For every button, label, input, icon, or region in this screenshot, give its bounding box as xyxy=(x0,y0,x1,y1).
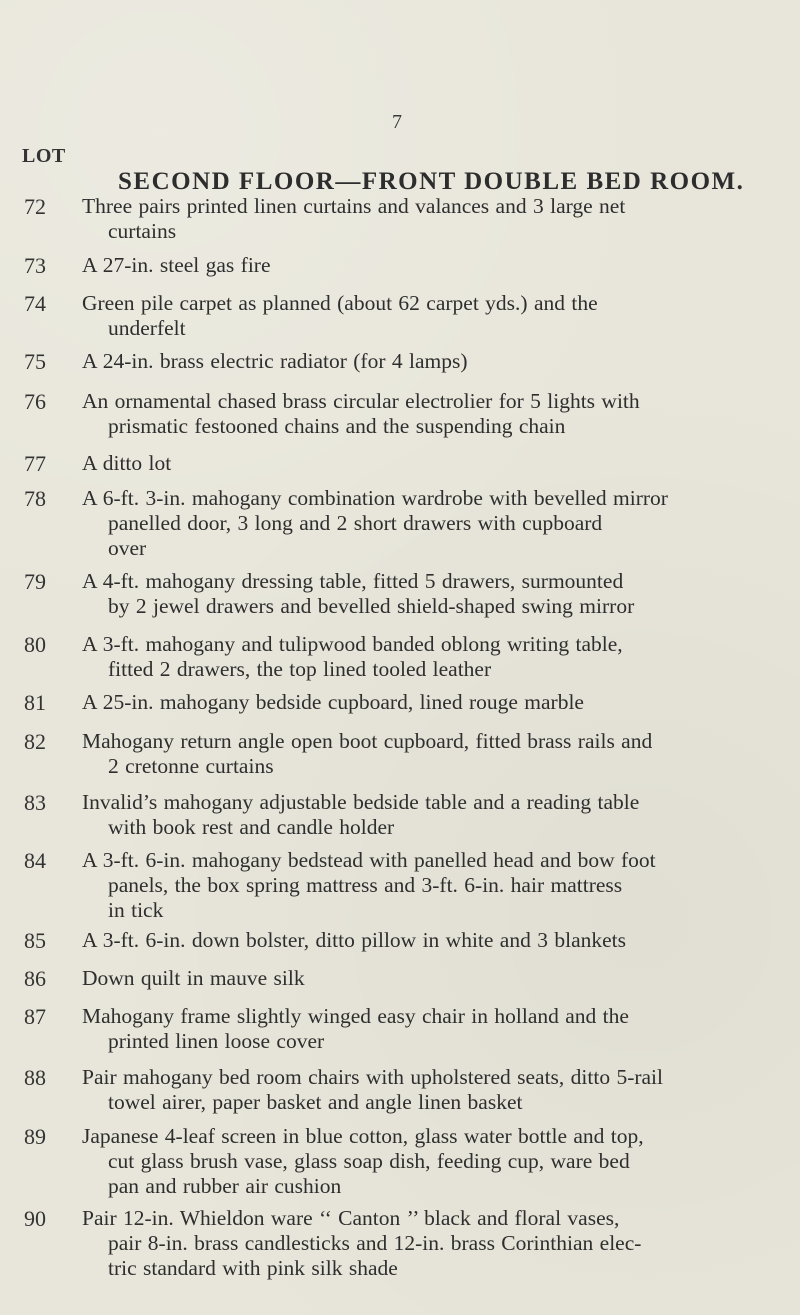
lot-number: 82 xyxy=(24,729,46,754)
lot-description xyxy=(82,569,790,619)
lot-description-line: Down quilt in mauve silk xyxy=(82,966,305,990)
lot-column-heading: LOT xyxy=(22,145,66,167)
lot-number: 83 xyxy=(24,790,46,815)
lot-description-line: over xyxy=(108,536,147,560)
lot-description-line: printed linen loose cover xyxy=(108,1029,325,1053)
lot-description-line: prismatic festooned chains and the suspending chain xyxy=(108,414,566,438)
lot-description xyxy=(82,1065,790,1115)
lot-description-line: curtains xyxy=(108,219,177,243)
lot-description-line: A ditto lot xyxy=(82,451,172,475)
lot-description-line: A 25-in. mahogany bedside cupboard, lined rouge marble xyxy=(82,690,584,714)
lot-description-line: cut glass brush vase, glass soap dish, feeding cup, ware bed xyxy=(108,1149,630,1173)
lot-description-line: Three pairs printed linen curtains and valances and 3 large net xyxy=(82,194,626,218)
lot-description-line: A 24-in. brass electric radiator (for 4 lamps) xyxy=(82,349,468,373)
section-title: SECOND FLOOR—FRONT DOUBLE BED ROOM. xyxy=(118,168,745,195)
lot-description-line: Pair mahogany bed room chairs with upholstered seats, ditto 5-rail xyxy=(82,1065,664,1089)
lot-description-line: underfelt xyxy=(108,316,186,340)
lot-description xyxy=(82,632,790,682)
lot-number: 74 xyxy=(24,291,46,316)
lot-number: 73 xyxy=(24,253,46,278)
lot-number: 89 xyxy=(24,1124,46,1149)
lot-description xyxy=(82,253,790,278)
lot-number: 76 xyxy=(24,389,46,414)
lot-number: 79 xyxy=(24,569,46,594)
lot-description xyxy=(82,451,790,476)
lot-description-line: Mahogany return angle open boot cupboard, fitted brass rails and xyxy=(82,729,653,753)
lot-description-line: panelled door, 3 long and 2 short drawers with cupboard xyxy=(108,511,603,535)
lot-description-line: A 3-ft. mahogany and tulipwood banded oblong writing table, xyxy=(82,632,623,656)
lot-description xyxy=(82,1004,790,1054)
lot-description xyxy=(82,790,790,840)
lot-description xyxy=(82,729,790,779)
lot-description-line: A 3-ft. 6-in. down bolster, ditto pillow in white and 3 blankets xyxy=(82,928,626,952)
lot-number: 77 xyxy=(24,451,46,476)
lot-description-line: Invalid’s mahogany adjustable bedside table and a reading table xyxy=(82,790,640,814)
lot-number: 90 xyxy=(24,1206,46,1231)
lot-description-line: pan and rubber air cushion xyxy=(108,1174,342,1198)
lot-description-line: Green pile carpet as planned (about 62 carpet yds.) and the xyxy=(82,291,598,315)
lot-description xyxy=(82,690,790,715)
lot-description-line: A 3-ft. 6-in. mahogany bedstead with panelled head and bow foot xyxy=(82,848,656,872)
lot-description-line: pair 8-in. brass candlesticks and 12-in. brass Corinthian elec- xyxy=(108,1231,642,1255)
lot-description xyxy=(82,848,790,923)
lot-description xyxy=(82,486,790,561)
lot-number: 81 xyxy=(24,690,46,715)
lot-description-line: with book rest and candle holder xyxy=(108,815,395,839)
lot-number: 86 xyxy=(24,966,46,991)
lot-description-line: panels, the box spring mattress and 3-ft. 6-in. hair mattress xyxy=(108,873,623,897)
lot-description-line: A 4-ft. mahogany dressing table, fitted 5 drawers, surmounted xyxy=(82,569,624,593)
lot-description xyxy=(82,928,790,953)
lot-description-line: in tick xyxy=(108,898,164,922)
lot-number: 78 xyxy=(24,486,46,511)
lot-number: 88 xyxy=(24,1065,46,1090)
lot-description-line: tric standard with pink silk shade xyxy=(108,1256,398,1280)
lot-description xyxy=(82,389,790,439)
lot-description-line: Mahogany frame slightly winged easy chair in holland and the xyxy=(82,1004,629,1028)
lot-number: 87 xyxy=(24,1004,46,1029)
lot-description-line: Japanese 4-leaf screen in blue cotton, glass water bottle and top, xyxy=(82,1124,644,1148)
lot-description xyxy=(82,1124,790,1199)
lot-description-line: A 27-in. steel gas fire xyxy=(82,253,271,277)
lot-description-line: towel airer, paper basket and angle linen basket xyxy=(108,1090,523,1114)
lot-description-line: fitted 2 drawers, the top lined tooled leather xyxy=(108,657,492,681)
lot-description xyxy=(82,291,790,341)
lot-number: 75 xyxy=(24,349,46,374)
lot-description-line: Pair 12-in. Whieldon ware ‘‘ Canton ’’ black and floral vases, xyxy=(82,1206,620,1230)
lot-description xyxy=(82,349,790,374)
lot-number: 85 xyxy=(24,928,46,953)
lot-description-line: by 2 jewel drawers and bevelled shield-shaped swing mirror xyxy=(108,594,635,618)
lot-number: 72 xyxy=(24,194,46,219)
lot-number: 84 xyxy=(24,848,46,873)
lot-number: 80 xyxy=(24,632,46,657)
lot-description xyxy=(82,966,790,991)
lot-description-line: A 6-ft. 3-in. mahogany combination wardrobe with bevelled mirror xyxy=(82,486,668,510)
lot-description xyxy=(82,1206,790,1281)
lot-description xyxy=(82,194,790,244)
lot-description-line: An ornamental chased brass circular electrolier for 5 lights with xyxy=(82,389,640,413)
page-number: 7 xyxy=(392,111,402,133)
lot-description-line: 2 cretonne curtains xyxy=(108,754,274,778)
